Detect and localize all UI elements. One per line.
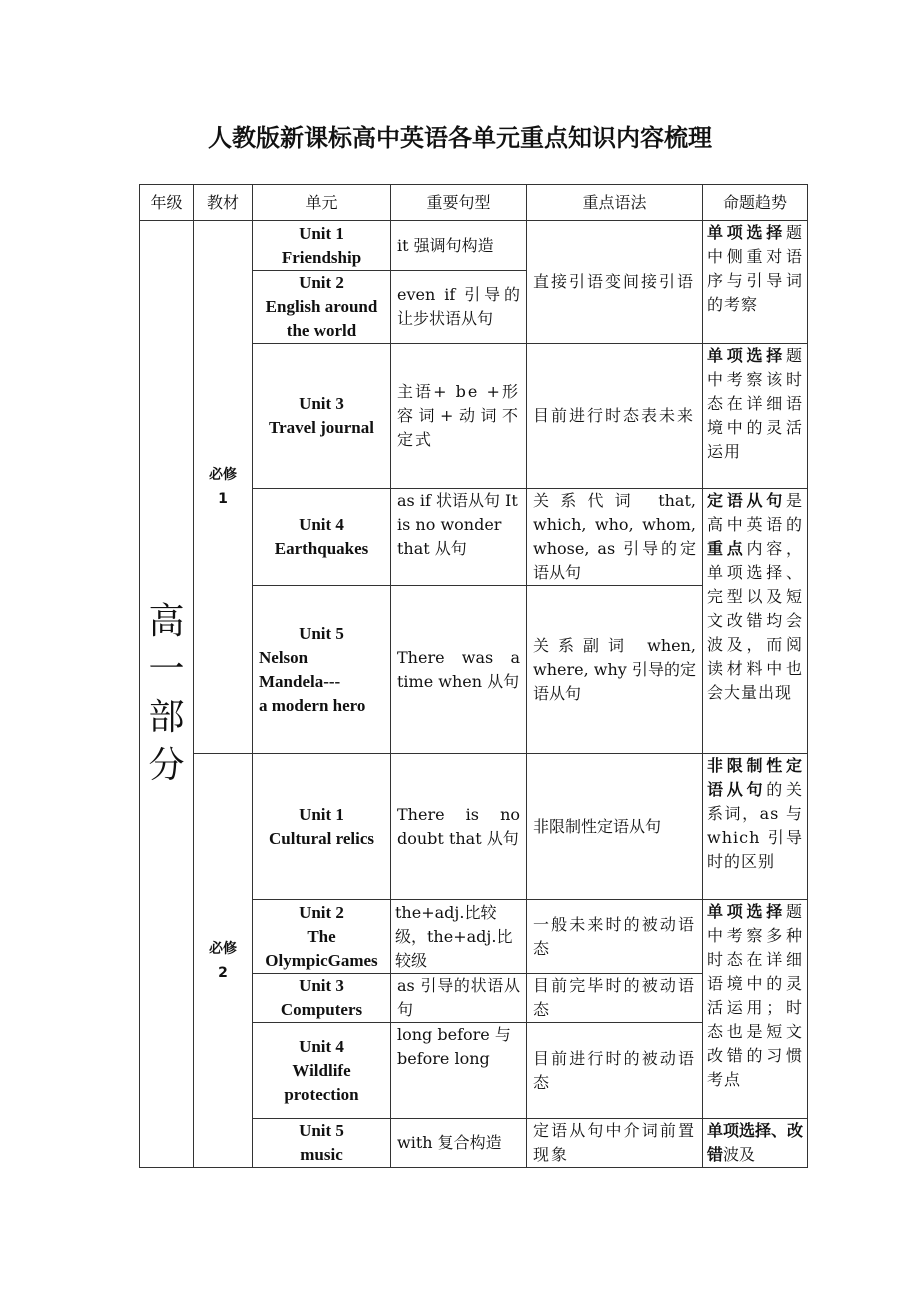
unit-number: Unit 3 — [299, 394, 344, 413]
unit-cell — [253, 974, 391, 1023]
unit-number: Unit 5 — [299, 1121, 344, 1140]
unit-name: Travel journal — [269, 418, 374, 437]
unit-number: Unit 1 — [299, 223, 344, 243]
trend-bold: 单项选择 — [707, 223, 786, 242]
textbook-cell — [194, 754, 253, 1168]
grammar-cell: 非限制性定语从句 — [527, 754, 703, 900]
trend-cell — [703, 754, 808, 900]
unit-cell — [253, 221, 391, 271]
header-unit: 单元 — [253, 185, 391, 221]
trend-text: 是高中英语的 — [707, 491, 803, 534]
trend-cell — [703, 1119, 808, 1168]
trend-bold: 单项选择 — [707, 346, 786, 365]
table-row — [140, 754, 808, 900]
grammar-cell: 定语从句中介词前置现象 — [527, 1119, 703, 1168]
grade-cell — [140, 221, 194, 1168]
trend-text: 题中考察该时态在详细语境中的灵活运用 — [707, 346, 803, 461]
pattern-cell: with 复合构造 — [391, 1119, 527, 1168]
grammar-cell: 关系副词 when, where, why 引导的定语从句 — [527, 586, 703, 754]
document-title: 人教版新课标高中英语各单元重点知识内容梳理 — [208, 124, 712, 152]
trend-text: 的关系词，as 与 which 引导时的区别 — [707, 780, 803, 871]
trend-cell — [703, 221, 808, 344]
textbook-name: 必修 — [209, 940, 237, 957]
unit-name: Friendship — [281, 247, 362, 267]
unit-name: Mandela--- — [259, 671, 341, 691]
textbook-name: 必修 — [209, 467, 237, 483]
unit-name: Computers — [280, 1000, 363, 1019]
pattern-cell: even if 引导的让步状语从句 — [391, 271, 527, 344]
grammar-cell: 目前完毕时的被动语态 — [527, 974, 703, 1023]
trend-text: 波及 — [723, 1145, 756, 1164]
unit-number: Unit 4 — [299, 1036, 344, 1056]
unit-cell — [253, 271, 391, 344]
pattern-cell: long before 与 before long — [391, 1023, 527, 1119]
unit-name: Wildlife — [292, 1060, 351, 1080]
table-row — [140, 221, 808, 271]
unit-name: Nelson — [259, 647, 309, 667]
textbook-number: 1 — [218, 491, 228, 507]
unit-name: Cultural relics — [269, 828, 374, 848]
knowledge-table — [139, 184, 808, 1168]
trend-cell — [703, 344, 808, 489]
trend-bold: 定语从句 — [707, 491, 786, 510]
trend-cell — [703, 489, 808, 754]
unit-number: Unit 4 — [299, 515, 344, 534]
header-sentence-pattern: 重要句型 — [391, 185, 527, 221]
pattern-cell: There was a time when 从句 — [391, 586, 527, 754]
grammar-cell: 目前进行时态表未来 — [527, 344, 703, 489]
unit-name: OlympicGames — [265, 950, 378, 970]
unit-name: The — [307, 926, 336, 946]
trend-bold: 单项选择、改错 — [707, 1121, 804, 1164]
trend-text: 题中考察多种时态在详细语境中的灵活运用；时态也是短文改错的习惯考点 — [707, 902, 803, 1089]
grammar-cell: 直接引语变间接引语 — [527, 221, 703, 344]
unit-name: protection — [284, 1084, 359, 1104]
header-grammar: 重点语法 — [527, 185, 703, 221]
header-grade: 年级 — [140, 185, 194, 221]
trend-bold: 非限制性定语从句 — [707, 756, 803, 799]
header-row — [140, 185, 808, 221]
unit-cell — [253, 1023, 391, 1119]
unit-number: Unit 1 — [299, 804, 344, 824]
pattern-cell: 主语+ be +形容词+动词不定式 — [391, 344, 527, 489]
unit-number: Unit 3 — [299, 976, 344, 995]
trend-bold: 重点 — [707, 539, 747, 558]
unit-name: a modern hero — [259, 695, 366, 715]
unit-name: Earthquakes — [274, 539, 369, 558]
grade-label: 高一部分 — [148, 601, 185, 786]
pattern-cell: it 强调句构造 — [391, 221, 527, 271]
pattern-cell: the+adj.比较级，the+adj.比较级 — [391, 900, 527, 974]
pattern-cell: as 引导的状语从句 — [391, 974, 527, 1023]
unit-number: Unit 2 — [299, 902, 344, 922]
trend-text: 题中侧重对语序与引导词的考察 — [707, 223, 803, 314]
grammar-cell: 一般未来时的被动语态 — [527, 900, 703, 974]
unit-cell — [253, 900, 391, 974]
textbook-number: 2 — [218, 964, 228, 981]
unit-number: Unit 5 — [299, 623, 344, 643]
unit-cell — [253, 489, 391, 586]
grammar-cell: 目前进行时的被动语态 — [527, 1023, 703, 1119]
header-trend: 命题趋势 — [703, 185, 808, 221]
unit-cell — [253, 344, 391, 489]
pattern-cell: There is no doubt that 从句 — [391, 754, 527, 900]
textbook-cell — [194, 221, 253, 754]
unit-cell — [253, 586, 391, 754]
header-textbook: 教材 — [194, 185, 253, 221]
unit-cell — [253, 1119, 391, 1168]
pattern-cell: as if 状语从句 It is no wonder that 从句 — [391, 489, 527, 586]
trend-cell — [703, 900, 808, 1119]
unit-name: English around the world — [265, 297, 378, 340]
trend-text: 内容，单项选择、完型以及短文改错均会波及，而阅读材料中也会大量出现 — [707, 539, 803, 702]
grammar-cell: 关系代词 that, which, who, whom, whose, as 引导的定语从句 — [527, 489, 703, 586]
trend-bold: 单项选择 — [707, 902, 786, 921]
unit-number: Unit 2 — [299, 273, 344, 292]
unit-cell — [253, 754, 391, 900]
unit-name: music — [300, 1145, 343, 1164]
